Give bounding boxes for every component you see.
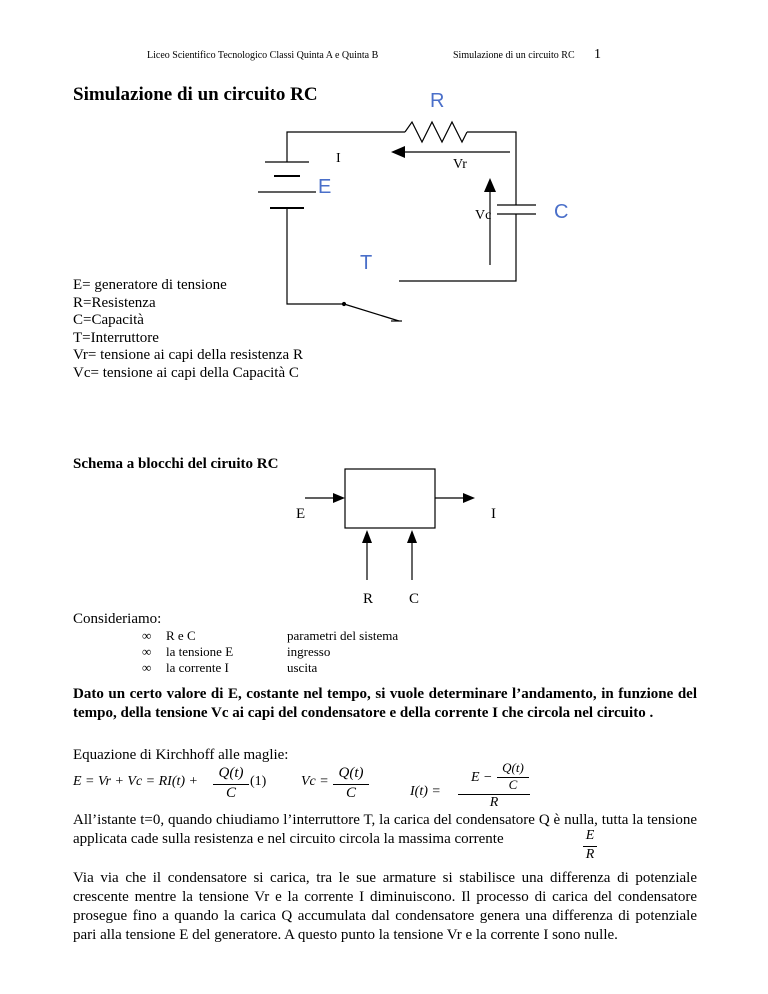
equation-1-numerator: Q(t) [218,765,244,781]
switch-pivot [343,303,346,306]
legend-list [73,277,303,382]
consider-term: R e C [166,628,196,643]
consider-desc: ingresso [287,644,331,659]
header-left: Liceo Scientifico Tecnologico Classi Quinta A e Quinta B [147,50,379,61]
switch-blade [344,304,399,321]
equation-2-denominator: C [345,785,356,801]
generator-label: E [318,176,332,198]
legend-item: T=Interruttore [73,329,159,346]
block-param-c-label: C [409,591,420,607]
equation-3-inner-numerator: Q(t) [502,760,524,775]
equation-3-inner-denominator: C [508,777,518,792]
block-output-label: I [491,506,496,522]
legend-item: R=Resistenza [73,294,156,311]
consider-terms [142,628,233,676]
capacitor-label: C [554,201,569,223]
page-number: 1 [594,47,601,62]
header-right: Simulazione di un circuito RC [453,50,575,61]
list-item [142,660,233,676]
charging-paragraph: Via via che il condensatore si carica, tra le sue armature si stabilisce una differenza di potenziale crescente mentre la tensione Vr e la corrente I diminuiscono. Il processo di carica del condensatore prosegue fino a quando la carica Q accumulata dal condensatore genera una differenza di potenziale pari alla tensione E del generatore. A questo punto la tensione Vr e la corrente I sono nulle. [73,870,697,943]
page-title: Simulazione di un circuito RC [73,84,318,105]
legend-item: E= generatore di tensione [73,277,227,293]
current-label: I [336,151,341,166]
list-item [142,644,233,660]
legend-item: C=Capacità [73,312,144,328]
bullet-symbol: ∞ [142,628,152,643]
wire-right-bottom [399,214,516,281]
equation-3-denominator: R [489,795,499,810]
equation-1-denominator: C [225,785,236,801]
consider-descriptions [287,628,398,676]
equation-2-numerator: Q(t) [338,765,364,781]
resistor-symbol [405,122,467,142]
switch-label: T [360,252,373,274]
input-arrow-head [333,493,345,503]
bullet-symbol: ∞ [142,660,152,675]
equation-1-tag: (1) [250,774,267,789]
param-c-arrow-head [407,530,417,543]
kirchhoff-heading: Equazione di Kirchhoff alle maglie: [73,747,289,763]
vr-arrow-head [391,146,405,158]
initial-state-text: All’istante t=0, quando chiudiamo l’interruttore T, la carica del condensatore Q è nulla, tutta la tensione applicata cade sulla resistenza e nel circuito circola la massima corrente [73,812,697,847]
param-r-arrow-head [362,530,372,543]
max-current-numerator: E [585,828,595,843]
legend-item: Vc= tensione ai capi della Capacità C [73,364,299,381]
system-block [345,469,435,528]
block-diagram [0,460,768,600]
block-param-r-label: R [363,591,374,607]
vc-label: Vc [475,208,492,223]
output-arrow-head [463,493,475,503]
consider-term: la corrente I [166,660,229,675]
block-section-title: Schema a blocchi del ciruito RC [73,456,279,472]
objective-paragraph: Dato un certo valore di E, costante nel tempo, si vuole determinare l’andamento, in funzione del tempo, della tensione Vc ai capi del condensatore e della corrente I che circola nel circuito . [73,686,697,721]
wire-top-left [287,132,405,162]
max-current-denominator: R [585,847,595,862]
consider-heading: Consideriamo: [73,611,162,627]
legend-item: Vr= tensione ai capi della resistenza R [73,347,303,363]
resistor-label: R [430,90,445,112]
equation-3-numerator-e: E − [471,770,493,785]
block-input-label: E [296,506,306,522]
equation-2-lhs: Vc = [301,774,329,789]
consider-term: la tensione E [166,644,234,659]
list-item [142,628,233,644]
consider-desc: uscita [287,660,318,675]
equation-3-lhs: I(t) = [410,784,441,799]
consider-desc: parametri del sistema [287,628,399,643]
wire-top-right [467,132,516,205]
initial-state-paragraph [73,811,697,849]
equation-1-lhs: E = Vr + Vc = RI(t) + [73,774,198,789]
vr-label: Vr [453,157,467,172]
bullet-symbol: ∞ [142,644,152,659]
vc-arrow-head [484,178,496,192]
